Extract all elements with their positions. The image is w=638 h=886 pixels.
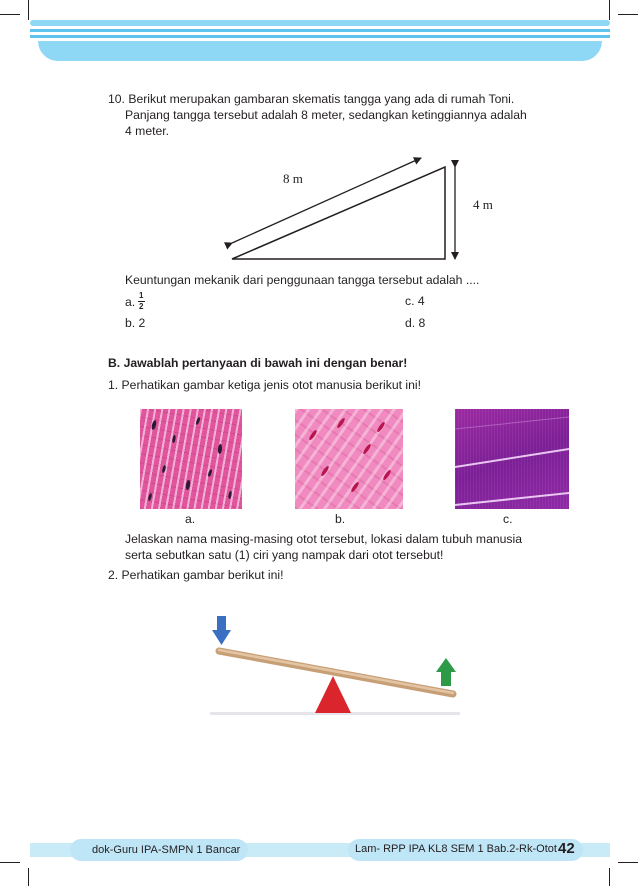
label-8m: 8 m	[283, 171, 303, 186]
q1-text: 1. Perhatikan gambar ketiga jenis otot manusia berikut ini!	[108, 378, 421, 392]
crop-mark	[609, 868, 610, 886]
crop-mark	[28, 868, 29, 886]
q10-line2: Panjang tangga tersebut adalah 8 meter, sedangkan ketinggiannya adalah	[125, 108, 527, 122]
arrow-down-icon	[212, 616, 231, 645]
header-stripe	[30, 35, 610, 38]
fraction-denominator: 2	[139, 302, 144, 311]
page-number: 42	[558, 840, 575, 857]
ladder-diagram	[220, 155, 510, 265]
q10-line1: 10. Berikut merupakan gambaran skematis tangga yang ada di rumah Toni.	[108, 92, 515, 106]
header-band	[38, 41, 602, 61]
label-4m: 4 m	[473, 197, 493, 212]
option-d: d. 8	[405, 316, 426, 330]
header-stripe	[30, 29, 610, 32]
crop-mark	[0, 14, 20, 15]
q1-line2: Jelaskan nama masing-masing otot tersebut, lokasi dalam tubuh manusia	[125, 532, 522, 546]
length-arrow	[232, 158, 421, 243]
seesaw-diagram	[205, 610, 465, 720]
q10-question: Keuntungan mekanik dari penggunaan tangga tersebut adalah ....	[125, 273, 480, 287]
fulcrum-triangle	[315, 676, 351, 713]
ladder-triangle	[232, 167, 445, 259]
fraction-numerator: 1	[139, 291, 144, 300]
muscle-image-b	[295, 409, 403, 509]
footer-left-text: dok-Guru IPA-SMPN 1 Bancar	[92, 844, 241, 856]
option-c: c. 4	[405, 294, 425, 308]
header-banner	[30, 20, 610, 62]
crop-mark	[618, 14, 638, 15]
caption-c: c.	[503, 512, 513, 526]
q2-text: 2. Perhatikan gambar berikut ini!	[108, 568, 284, 582]
option-a-prefix: a.	[125, 295, 136, 309]
caption-a: a.	[185, 512, 196, 526]
caption-b: b.	[335, 512, 346, 526]
section-b-heading: B. Jawablah pertanyaan di bawah ini dengan benar!	[108, 356, 408, 370]
crop-mark	[609, 0, 610, 20]
muscle-image-c	[455, 409, 569, 509]
crop-mark	[28, 0, 29, 20]
muscle-image-a	[140, 409, 242, 509]
crop-mark	[0, 862, 20, 863]
q10-line3: 4 meter.	[125, 124, 170, 138]
q1-line3: serta sebutkan satu (1) ciri yang nampak dari otot tersebut!	[125, 548, 444, 562]
header-stripe	[30, 20, 610, 26]
footer-right-text: Lam- RPP IPA KL8 SEM 1 Bab.2-Rk-Otot	[355, 843, 557, 855]
arrow-up-icon	[436, 658, 456, 686]
option-b: b. 2	[125, 316, 146, 330]
crop-mark	[618, 862, 638, 863]
